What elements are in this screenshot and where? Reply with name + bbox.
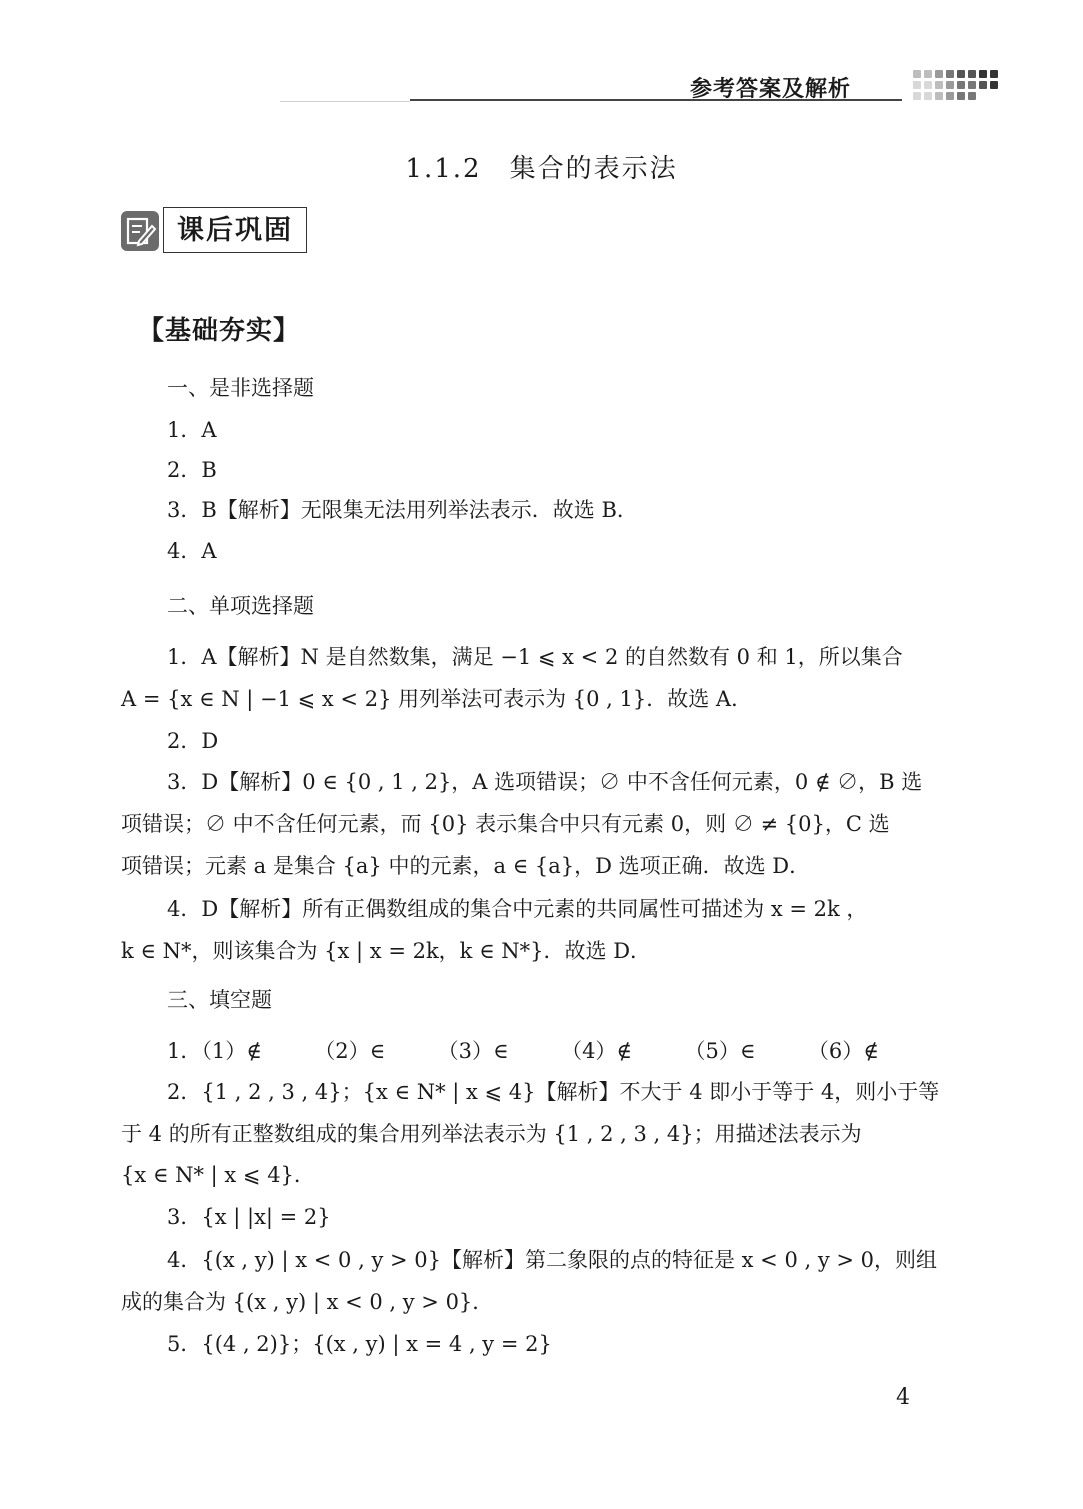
answer-line: A = {x ∈ N | −1 ⩽ x < 2} 用列举法可表示为 {0 , 1}．故选 A． [121,687,753,711]
answer-line: 2．{1 , 2 , 3 , 4}；{x ∈ N* | x ⩽ 4}【解析】不大于 4 即小于等于 4，则小于等 [167,1080,940,1104]
question-type-heading: 二、单项选择题 [167,594,314,618]
answer-line: 3．D【解析】0 ∈ {0 , 1 , 2}，A 选项错误；∅ 中不含任何元素，0 ∉ ∅，B 选 [167,770,923,794]
page-number: 4 [896,1385,910,1410]
answer-line: 1．（1）∉ （2）∈ （3）∈ （4）∉ （5）∈ （6）∉ [167,1039,879,1063]
question-type-heading: 三、填空题 [167,988,272,1012]
answer-line: 4．A [167,539,217,563]
answer-line: 3．B【解析】无限集无法用列举法表示．故选 B． [167,498,638,522]
subsection-title: 【基础夯实】 [138,316,301,346]
answer-line: 5．{(4 , 2)}；{(x , y) | x = 4 , y = 2} [167,1332,552,1356]
answer-line: 于 4 的所有正整数组成的集合用列举法表示为 {1 , 2 , 3 , 4}；用描述法表示为 [121,1122,862,1146]
answer-line: 2．B [167,458,217,482]
answer-line: 4．{(x , y) | x < 0 , y > 0}【解析】第二象限的点的特征是 x < 0 , y > 0，则组 [167,1248,937,1272]
question-type-heading: 一、是非选择题 [167,376,314,400]
answer-line: k ∈ N*，则该集合为 {x | x = 2k，k ∈ N*}．故选 D． [121,939,652,963]
answer-line: 2．D [167,729,219,753]
answer-line: 1．A【解析】N 是自然数集，满足 −1 ⩽ x < 2 的自然数有 0 和 1，所以集合 [167,645,903,669]
answer-line: 4．D【解析】所有正偶数组成的集合中元素的共同属性可描述为 x = 2k ， [167,897,868,921]
answer-line: 3．{x | |x| = 2} [167,1205,331,1229]
section-title: 1.1.2 集合的表示法 [405,154,678,184]
answer-line: 1．A [167,418,217,442]
section-tag: 课后巩固 [163,207,307,253]
answer-line: 成的集合为 {(x , y) | x < 0 , y > 0}． [121,1290,494,1314]
header-title: 参考答案及解析 [690,77,852,102]
answer-line: 项错误；∅ 中不含任何元素，而 {0} 表示集合中只有元素 0，则 ∅ ≠ {0}，C 选 [121,812,890,836]
answer-line: 项错误；元素 a 是集合 {a} 中的元素，a ∈ {a}，D 选项正确．故选 D． [121,854,811,878]
answer-line: {x ∈ N* | x ⩽ 4}． [121,1163,315,1187]
